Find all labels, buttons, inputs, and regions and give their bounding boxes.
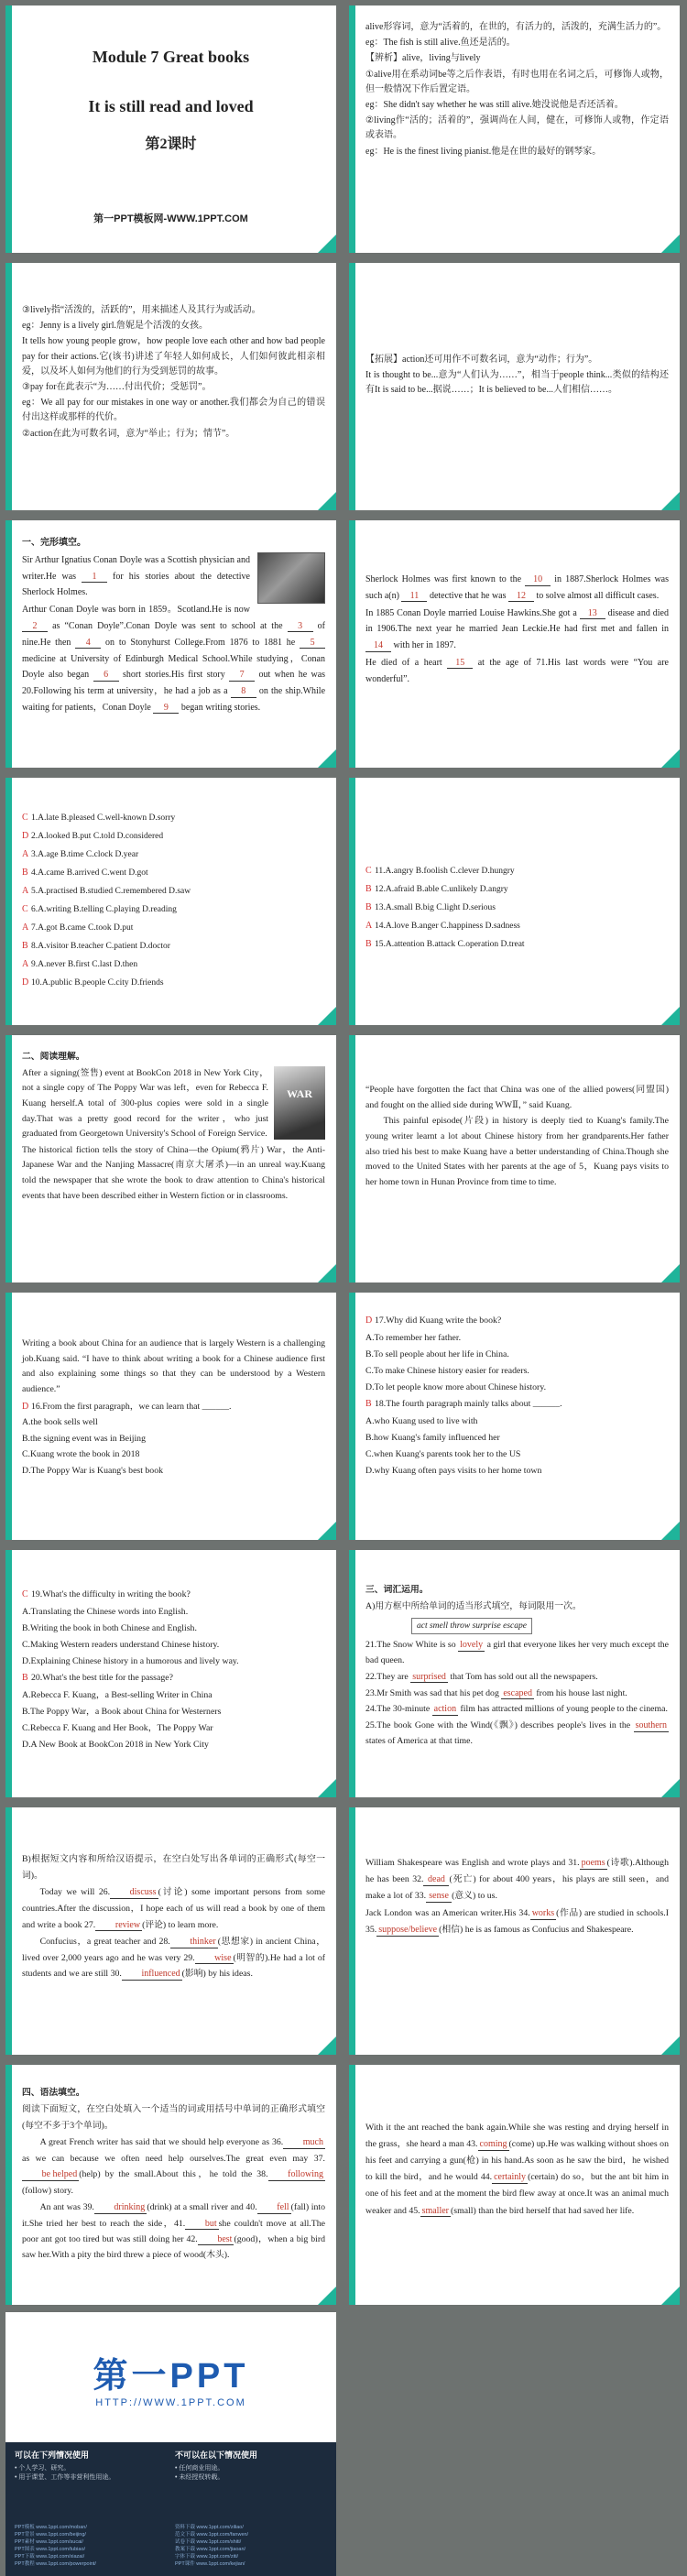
- slide-cloze-1: [5, 520, 336, 768]
- question: C 19.What's the difficulty in writing the book?: [22, 1589, 191, 1599]
- brand-logo: 第一PPT: [93, 2357, 249, 2396]
- fill-sentence: 24.The 30-minute action film has attracted millions of young people to the cinema.: [365, 1704, 668, 1715]
- word-box: act smell throw surprise escape: [411, 1618, 532, 1634]
- fill-paragraph: William Shakespeare was English and wrote plays and 31. poems (诗歌).Although he has been 32. dead (死亡) for about 400 years，his plays are still seen，and make a lot of 33. sense (意义) to us.: [365, 1858, 669, 1902]
- paragraph: After a signing(签售) event at BookCon 2018 in New York City，not a single copy of The Poppy War was left，even for Rebecca F. Kuang herself.A total of 300-plus copies were sold in a single day.That was a pretty good record for the writer，who just graduated from Georgetown University's School of Foreign Service.: [22, 1067, 268, 1140]
- slide-vocabulary-a: [349, 1550, 680, 1797]
- slide-grammar-2: [349, 2065, 680, 2305]
- answer-option: D.To let people know more about Chinese history.: [365, 1381, 547, 1392]
- question: D 17.Why did Kuang write the book?: [365, 1315, 502, 1326]
- module-title: Module 7 Great books: [92, 48, 250, 66]
- answer-option: C.Making Western readers understand Chinese history.: [22, 1639, 220, 1650]
- forbidden-heading: 不可以在以下情况使用: [175, 2450, 258, 2460]
- question: B 20.What's the best title for the passage?: [22, 1673, 173, 1684]
- answer-option: A.Translating the Chinese words into English.: [22, 1606, 189, 1617]
- paragraph: Writing a book about China for an audience that is largely Western is a challenging job.Kuang said. “I have to think about writing a book for a Chinese audience first and also explaining some things so that they can be understood by a Western audience.”: [22, 1338, 325, 1394]
- resource-link[interactable]: PPT下载 www.1ppt.com/xiazai/: [15, 2553, 85, 2560]
- forbidden-item: • 任何商业用途。: [175, 2464, 224, 2472]
- answer-option: B.how Kuang's family influenced her: [365, 1432, 500, 1443]
- resource-link[interactable]: PPT模板 www.1ppt.com/moban/: [15, 2525, 87, 2530]
- paragraph: The historical fiction tells the story of China—the Opium(鸦片) War，the Anti-Japanese War and the Nanjing Massacre(南京大屠杀)—in an unreal way.Kuang told the newspaper that she wrote the book to draw attention to China's historical events that have been described either in Western fiction or in classrooms.: [22, 1144, 325, 1201]
- example: eg：The fish is still alive.鱼还是活的。: [365, 38, 516, 49]
- resource-link[interactable]: 试卷下载 www.1ppt.com/shiti/: [175, 2538, 242, 2545]
- resource-link[interactable]: PPT背景 www.1ppt.com/beijing/: [15, 2531, 86, 2538]
- answer-option: D.why Kuang often pays visits to her home town: [365, 1465, 542, 1476]
- option-row: B 13.A.small B.big C.light D.serious: [365, 902, 496, 913]
- allowed-item: • 用于课堂、工作等非营利性用途。: [15, 2474, 115, 2481]
- option-row: D 2.A.looked B.put C.told D.considered: [22, 831, 164, 842]
- fill-paragraph: A great French writer has said that we should help everyone as 36. muchas we can because we often need help ourselves.The great even may 37.be helped (help) by the small.About this，he told the 38. following(follow) story.: [22, 2137, 325, 2196]
- slide-brand-footer: [5, 2312, 336, 2576]
- paragraph: “People have forgotten the fact that China was one of the allied powers(同盟国) and fought on the allied side during WWⅡ，” said Kuang.: [365, 1085, 669, 1110]
- slide-cloze-options-1: [5, 778, 336, 1025]
- slide-vocabulary-b-2: [349, 1807, 680, 2055]
- resource-link[interactable]: PPT教程 www.1ppt.com/powerpoint/: [15, 2560, 96, 2567]
- allowed-heading: 可以在下列情况使用: [15, 2450, 90, 2460]
- fill-sentence: 22.They are surprised that Tom has sold out all the newspapers.: [365, 1671, 598, 1682]
- lesson-subtitle: It is still read and loved: [88, 97, 254, 115]
- fill-paragraph: An ant was 39. drinking (drink) at a small river and 40. fell (fall) into it.She tried her best to reach the side，41. but she couldn't move at all.The poor ant got too tired but was still doing her 42. best (good)，when a big bird saw her.With a pity the bird threw a piece of wood(木头).: [22, 2202, 325, 2261]
- answer-option: A.To remember her father.: [365, 1332, 462, 1343]
- option-row: A 5.A.practised B.studied C.remembered D.saw: [22, 886, 191, 897]
- section-heading: 四、语法填空。: [22, 2088, 85, 2098]
- note: ③lively指“活泼的，活跃的”，用来描述人及其行为或活动。: [22, 305, 261, 315]
- portrait-image: [257, 552, 325, 604]
- slide-lively-notes: [5, 263, 336, 510]
- option-row: B 12.A.afraid B.able C.unlikely D.angry: [365, 884, 508, 895]
- paragraph: Arthur Conan Doyle was born in 1859。Scotland.He is now 2 as “Conan Doyle”.Conan Doyle was sent to school at the 3 of nine.He then 4 on to Stonyhurst College.From 1876 to 1881 he 5 medicine at University of Edinburgh Medical School.While studying，Conan Doyle also began 6 short stories.His first story 7 out when he was 20.Following his term at university，he had a job as a 8 on the ship.While waiting for patients，Conan Doyle 9 began writing stories.: [22, 605, 326, 713]
- fill-sentence: 23.Mr Smith was sad that his pet dog escaped from his house last night.: [365, 1687, 627, 1698]
- resource-link[interactable]: PPT素材 www.1ppt.com/sucai/: [15, 2538, 83, 2545]
- option-row: C 1.A.late B.pleased C.well-known D.sorry: [22, 813, 176, 823]
- example: eg：He is the finest living pianist.他是在世的最好的钢琴家。: [365, 146, 602, 157]
- answer-option: D.A New Book at BookCon 2018 in New York City: [22, 1739, 209, 1750]
- section-heading: 三、词汇运用。: [365, 1585, 429, 1595]
- brand-watermark: 第一PPT模板网-WWW.1PPT.COM: [93, 213, 248, 224]
- example: eg：Jenny is a lively girl.詹妮是个活泼的女孩。: [22, 321, 209, 332]
- slide-grammar-1: [5, 2065, 336, 2305]
- paragraph: Sir Arthur Ignatius Conan Doyle was a Scottish physician and writer.He was 1 for his stories about the detective Sherlock Holmes.: [22, 554, 250, 598]
- option-row: D 10.A.public B.people C.city D.friends: [22, 977, 164, 988]
- resource-link[interactable]: PPT图表 www.1ppt.com/tubiao/: [15, 2546, 86, 2552]
- slide-reading-questions-2: [5, 1550, 336, 1797]
- option-row: B 8.A.visitor B.teacher C.patient D.doctor: [22, 941, 170, 952]
- note: It is thought to be...意为“人们认为……”，相当于people think...类似的结构还有It is said to be...据说……；It is believed to be...人们相信……。: [365, 370, 669, 396]
- sentence: It tells how young people grow，how people love each other and how bad people pay for their actions.它(该书)讲述了年轻人如何成长，人们如何彼此相亲相爱，以及坏人如何为他们的行为受到惩罚的故事。: [22, 336, 325, 377]
- answer-option: C.when Kuang's parents took her to the US: [365, 1448, 521, 1459]
- question: B 18.The fourth paragraph mainly talks about ______.: [365, 1399, 562, 1410]
- note: ②action在此为可数名词，意为“举止；行为；情节”。: [22, 428, 235, 439]
- answer-option: A.the book sells well: [22, 1417, 98, 1428]
- answer-option: A.who Kuang used to live with: [365, 1415, 478, 1426]
- slide-alive-notes: [349, 5, 680, 253]
- option-row: C 6.A.writing B.telling C.playing D.reading: [22, 904, 177, 915]
- slide-title: [5, 5, 336, 253]
- answer-option: C.Rebecca F. Kuang and Her Book，The Poppy War: [22, 1722, 213, 1733]
- fill-paragraph: Today we will 26. discuss (讨论) some important persons from some countries.After the discussion，I hope each of us will read a book by one of them and write a book 27. review (评论) to learn more.: [22, 1887, 325, 1930]
- resource-link[interactable]: 教案下载 www.1ppt.com/jiaoan/: [175, 2546, 246, 2552]
- answer-option: B.the signing event was in Beijing: [22, 1433, 146, 1444]
- note: 【辨析】alive，living与lively: [365, 53, 481, 64]
- option-row: A 14.A.love B.anger C.happiness D.sadness: [365, 921, 520, 932]
- paragraph: He died of a heart 15 at the age of 71.His last words were “You are wonderful”.: [365, 657, 669, 684]
- option-row: B 15.A.attention B.attack C.operation D.treat: [365, 939, 525, 950]
- option-row: A 3.A.age B.time C.clock D.year: [22, 849, 139, 860]
- slide-reading-questions: [349, 1293, 680, 1540]
- section-heading: 二、阅读理解。: [22, 1052, 85, 1062]
- slide-reading-1: [5, 1035, 336, 1283]
- brand-url: HTTP://WWW.1PPT.COM: [95, 2397, 246, 2408]
- paragraph: This painful episode(片段) in history is deeply tied to Kuang's family.The young writer learnt a lot about Chinese history from her grandparents.Her father also tried his best to make Kuang have a better understanding of China.Though she moved to the United States with her parents at the age of 5，Kuang pays visits to her home town in Hunan Province from time to time.: [365, 1116, 669, 1187]
- fill-paragraph: Confucius，a great teacher and 28. thinker (思想家) in ancient China，lived over 2,000 years ago and he was very 29. wise (明智的).He had a lot of students and we are still 30. influenced (影响) by his ideas.: [22, 1937, 325, 1980]
- book-cover-image: WAR: [274, 1066, 325, 1140]
- answer-option: B.Writing the book in both Chinese and English.: [22, 1622, 197, 1633]
- resource-link[interactable]: PPT课件 www.1ppt.com/kejian/: [175, 2560, 245, 2567]
- slide-reading-3: [5, 1293, 336, 1540]
- resource-link[interactable]: 字体下载 www.1ppt.com/ziti/: [175, 2553, 239, 2560]
- option-row: C 11.A.angry B.foolish C.clever D.hungry: [365, 866, 515, 876]
- fill-sentence: 25.The book Gone with the Wind(《飘》) describes people's lives in the southern states of America at that time.: [365, 1720, 668, 1747]
- note: 【拓展】action还可用作不可数名词，意为“动作；行为”。: [365, 355, 598, 365]
- allowed-item: • 个人学习、研究。: [15, 2464, 71, 2472]
- section-heading: 一、完形填空。: [22, 538, 86, 548]
- fill-paragraph: With it the ant reached the bank again.While she was resting and drying herself in the grass，she heard a man 43. coming (come) up.He was walking without shoes on his feet and carrying a gun(枪) in his hand.As soon as he saw the bird，he wished to kill the bird，and he would 44. certainly (certain) do so，but the ant bit him in one of his feet and at the moment the bird flew away at once.It was an animal much weaker and 45. smaller (small) than the bird herself that had saved her life.: [365, 2123, 669, 2216]
- answer-option: B.The Poppy War，a Book about China for Westerners: [22, 1706, 222, 1717]
- usage-panel: [5, 2442, 336, 2576]
- option-row: A 9.A.never B.first C.last D.then: [22, 959, 138, 970]
- example: eg：We all pay for our mistakes in one way or another.我们都会为自己的错误付出这样或那样的代价。: [22, 398, 325, 423]
- note: alive形容词，意为“活着的，在世的，有活力的，活泼的，充满生活力的”。: [365, 22, 667, 32]
- slide-cloze-options-2: [349, 778, 680, 1025]
- resource-link[interactable]: 范文下载 www.1ppt.com/fanwen/: [175, 2531, 249, 2538]
- slide-vocabulary-b: [5, 1807, 336, 2055]
- options-list: [22, 809, 325, 992]
- example: eg：She didn't say whether he was still alive.她没说他是否还活着。: [365, 99, 624, 110]
- instruction: A)用方框中所给单词的适当形式填空，每词限用一次。: [365, 1600, 582, 1611]
- option-row: B 4.A.came B.arrived C.went D.got: [22, 868, 148, 879]
- answer-option: A.Rebecca F. Kuang，a Best-selling Writer in China: [22, 1689, 213, 1700]
- question: D 16.From the first paragraph，we can learn that ______.: [22, 1401, 232, 1412]
- answer-option: B.To sell people about her life in China.: [365, 1348, 509, 1359]
- forbidden-item: • 未经授权转载。: [175, 2474, 224, 2481]
- lesson-number: 第2课时: [145, 136, 197, 152]
- link-list: [15, 2525, 161, 2569]
- slide-cloze-2: [349, 520, 680, 768]
- fill-paragraph: Jack London was an American writer.His 34. works (作品) are studied in schools.I 35. suppose/believe (相信) he is as famous as Confucius and Shakespeare.: [365, 1908, 669, 1936]
- instruction: B)根据短文内容和所给汉语提示，在空白处写出各单词的正确形式(每空一词)。: [22, 1854, 325, 1881]
- answer-option: C.Kuang wrote the book in 2018: [22, 1449, 140, 1460]
- instruction: 阅读下面短文，在空白处填入一个适当的词或用括号中单词的正确形式填空(每空不多于3个单词)。: [22, 2104, 325, 2131]
- paragraph: Sherlock Holmes was first known to the 10 in 1887.Sherlock Holmes was such a(n) 11 detective that he was 12 to solve almost all difficult cases.: [365, 574, 669, 601]
- options-list: [365, 862, 669, 954]
- slide-reading-2: [349, 1035, 680, 1283]
- note: ③pay for在此表示“为……付出代价；受惩罚”。: [22, 381, 212, 392]
- note: ①alive用在系动词be等之后作表语，有时也用在名词之后，可修饰人或物，但一般情况下作后置定语。: [365, 69, 669, 94]
- option-row: A 7.A.got B.came C.took D.put: [22, 922, 134, 933]
- link-list: [175, 2525, 322, 2569]
- note: ②living作“活的；活着的”，强调尚在人间，健在，可修饰人或物，作定语或表语。: [365, 115, 669, 141]
- answer-option: C.To make Chinese history easier for readers.: [365, 1365, 529, 1376]
- fill-sentence: 21.The Snow White is so lovely a girl that everyone likes her very much except the bad queen.: [365, 1640, 670, 1665]
- slide-action-notes: [349, 263, 680, 510]
- resource-link[interactable]: 资料下载 www.1ppt.com/ziliao/: [175, 2525, 244, 2530]
- answer-option: D.The Poppy War is Kuang's best book: [22, 1466, 163, 1477]
- paragraph: In 1885 Conan Doyle married Louise Hawkins.She got a 13 disease and died in 1906.The next year he married Jean Leckie.He had first met and fallen in 14 with her in 1897.: [365, 607, 669, 651]
- answer-option: D.Explaining Chinese history in a humorous and lively way.: [22, 1655, 239, 1666]
